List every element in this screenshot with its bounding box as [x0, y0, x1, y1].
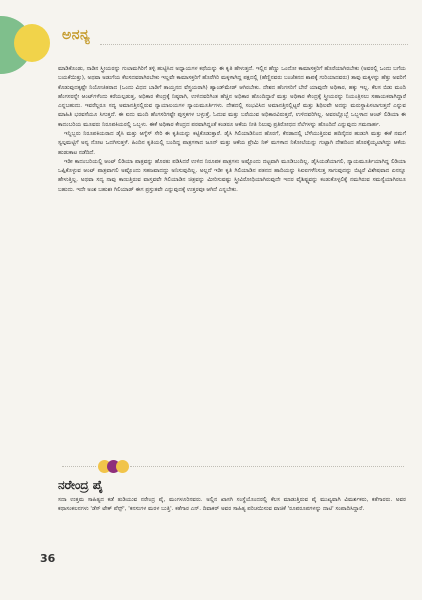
magazine-header-title: ಅನನ್ಯ — [62, 27, 91, 43]
decorative-yellow-circle — [14, 24, 50, 62]
article-paragraph: ಮಾಡಿಕೊಂಡು, ನಾಡಿನ ಸ್ತ್ರೀಯರನ್ನು ಗುಲಾಮಗಿರಿಗೆ ತಳ್ಳಿ ಹುಟ್ಟಿಸಿದ ಅಧ್ಯಾಯಗಳ ಕಥೆಯನ್ನು ಈ ಕೃತಿ ಹೇಳುತ್ತದೆ. ಇಲ್ಲಿನ ಹೆಣ್ಣು ಒಂದೋ ಕಾಮಾಸಕ್ತರಿಗೆ ಹೊರೆಯಾಗಿರಬೇಕು (ಅವರಲ್ಲಿ ಒಂದು ಬಗೆಯ ಬಯಕೆಯಿತ್ತು), ಅಥವಾ ಅಡುಗೆಯ ಕೆಲಸದವರಾಗಿರಬೇಕು ಇಲ್ಲವೇ ಕಾಮಾಸಕ್ತರಿಗೆ ಹೊರೆಗಿರಿ ಮಕ್ಕಳಾಗಿದ್ದ ಪಕ್ಷದಲ್ಲಿ (ಹೆಣ್ಣಿನವರು ಬಂಜೆತನದ ಶಾಪಕ್ಕೆ ಗುರಿಯಾದವರು) ತಾವು ಮಕ್ಕಳನ್ನು ಹೆತ್ತು ಅವರಿಗೆ ಕೊಡುವುದಕ್ಕಷ್ಟೇ ನಿಯೋಜಿತರಾದ (ಒಂದು ವಿಧದ ಬಾಡಿಗೆ ತಾಯ್ತನದ ವೆಸ್ತ್ರಯರಾಗಿ) ಹ್ಯಾಂಡ್‌ಮೇಡ್ ಆಗಿರಬೇಕು. ದೇಶದ ಹೆಂಗಸರಿಗೆ ಬೇರೆ ಯಾವುದೇ ಅಧಿಕಾರ, ಹಕ್ಕು ಇಲ್ಲ. ಕೆಲಸ ಬಿಡು ಮಂದಿ ಹೆಂಗಸರನ್ನೇ ಆಂಟ್‌ಗಳೆಂದು ಕರೆಯಲ್ಪಡುತ್ತ, ಅಧಿಕಾರ ಕೇಂದ್ರಕ್ಕೆ ನಿಷ್ಠರಾಗಿ, ಉಳಿದವರಿಗಿಂತ ಹೆಚ್ಚಿನ ಅಧಿಕಾರ ಹೊಂದಿದ್ದಾರೆ ಮತ್ತು ಅಧಿಕಾರ ಕೇಂದ್ರಕ್ಕೆ ಸ್ತ್ರೀಯರನ್ನು ನಿಯಂತ್ರಿಸಲು ಸಹಾಯಕರಾಗಿದ್ದಾರೆ ಎನ್ನಬಹುದು. ಇವರೆಲ್ಲರೂ ಸದ್ಯ ಅಮಾನತ್ತಿನಲ್ಲಿರುವ ನ್ಯಾಯಾಲಯಗಳ ನ್ಯಾಯಮೂರ್ತಿಗಳು. ದೇಶದಲ್ಲಿ ಸಂಭವಿಸಿದ ಅಮಾನತ್ತಿನಲ್ಲಿಟ್ಟರೆ ಮತ್ತು ಶಿಥಿಲವೇ ಅದನ್ನು ಮರುಸ್ಥಾಪಿಸಲಾಗುತ್ತದೆ ಎನ್ನುವ ಮಾಹಿತಿ ಭರವಸೆಯೂ ಸಿಗುತ್ತದೆ. ಈ ಐದು ಮಂದಿ ಹೆಂಗಸರಿಗಷ್ಟೇ ಪುಸ್ತಕಗಳ ಬಳ್ಳುತ್ತೆ, ಓದುವ ಮತ್ತು ಬರೆಯುವ ಅಧಿಕಾರವಿರುತ್ತದೆ, ಉಳಿದವರಿಗಿಲ್ಲ. ಅವರಲ್ಲೊಬ್ಬೆ ಒಬ್ಬಳಾದ ಆಂಟ್ ಲಿಡಿಯಾ ಈ ಕಾದಂಬರಿಯ ಮೂವರು ನಿರೂಪಕಿಯರಲ್ಲಿ ಒಬ್ಬಳು. ಈಕೆ ಅಧಿಕಾರ ಕೇಂದ್ರದ ಪರವಾಗಿದ್ದಂತೆ ಕಂಡರೂ ಆಕೆಯ ನೀತಿ ನಿಲುವು ಪ್ರತಿರೋಧದ ನೆಲೆಗಳನ್ನು ಹೊಂದಿದೆ ಎನ್ನುವುದು ಗಮನಾರ್ಹ. — [58, 66, 406, 128]
header-dotted-divider — [100, 44, 408, 45]
page-number: 36 — [40, 552, 56, 565]
author-bio: ಸದಾ ಉತ್ತಮ ಸಾಹಿತ್ಯದ ಕಡೆ ತುಡಿಯುವ ನರೇಂದ್ರ ಪೈ, ಮಂಗಳೂರಿನವರು. ಅಲ್ಲಿನ ಖಾಸಗಿ ಸಂಸ್ಥೆಯೊಂದರಲ್ಲಿ ಕೆಲಸ ಮಾಡುತ್ತಿರುವ ಪೈ ಮುಖ್ಯವಾಗಿ ವಿಮರ್ಶಕರು, ಕತೆಗಾರರು. ಅವರ ಕಥಾಸಂಕಲನಗಳು 'ಡೆಸ್ ಟೇಕ್ ಪೆನ್ಸ್', 'ಕನಸುಗಳ ಮರಳ ಬುತ್ತಿ'. ಕತೆಗಾರ ಎನ್. ದಿವಾಕರ್ ಅವರ ಸಾಹಿತ್ಯ ಪರಿಚಯಿಸುವ ವಾಚಿಕೆ 'ರೂಪರೂಪಗಳನ್ನು ದಾಟಿ' ಸಂಪಾದಿಸಿದ್ದಾರೆ. — [58, 497, 406, 513]
article-paragraph: ಇಡೀ ಕಾದಂಬರಿಯಲ್ಲಿ ಆಂಟ್ ಲಿಡಿಯಾ ಪಾತ್ರವನ್ನು ಹೊರತು ಪಡಿಸಿದರೆ ಉಳಿದ ನಿರೂಪಕ ಪಾತ್ರಗಳು ಅಷ್ಟೊಂದು ದಟ್ಟವಾಗಿ ಮೂಡಿಬಂದಿಲ್ಲ. ಡೈಸಿಯಡೆಯಾಗಲಿ, ನ್ಯಾಯಮೂರ್ತಿಯಾಗಿದ್ದ ಲಿಡಿಯಾ ಒಪ್ಪಿಕೊಳ್ಳುವ ಆಂಟ್ ಪಾತ್ರವಾಗಲಿ ಅಷ್ಟೊಂದು ಸಹಜವಾದದ್ದು ಅನಿಸುವುದಿಲ್ಲ. ಅಲ್ಲದೆ ಇಡೀ ಕೃತಿ ಗಿಲಿಯಾಡಿನ ಪತನದ ಹಾದಿಯನ್ನು ಸಿಐಐಗಳೆನಿಸುತ್ತ ಸಾಗುವುದನ್ನು ಬಿಟ್ಟರೆ ವಿಶೇಷವಾದ ಏನನ್ನೂ ಹೇಳುತ್ತಿಲ್ಲ. ಅಥವಾ ಸದ್ಯ ನಾವು ಕಾಣುತ್ತಿರುವ ವಾಸ್ತವವೇ ಗಿಲಿಯಾಡಿನ ಚಿತ್ರವನ್ನು ಮೀರಿಸುವಷ್ಟು ಸ್ತ್ರೀವಿರೋಧಿಯಾಗಿರುವುದೇ ಇದರ ವೈಶಿಷ್ಟ್ಯವನ್ನು ಕಂಡುಕೊಳ್ಳಲಿಕ್ಕೆ ನಮಗಿರುವ ಸಮಸ್ಯೆಯಾಗಿರಲೂ ಬಹುದು. ಇದೇ ಅಂಶ ಬಹುಶಃ ಗಿಲಿಯಾಡ್ ಈಗ ಪ್ರಸ್ತುತವೇ ಎನ್ನುವುದಕ್ಕೆ ಉತ್ತರವೂ ಆಗಿದೆ ಎನ್ನಬೇಕು. — [58, 158, 406, 193]
section-divider-right — [130, 466, 404, 467]
author-name: ನರೇಂದ್ರ ಪೈ — [58, 478, 103, 492]
article-paragraph: ಇನ್ನಿಬ್ಬರು ನಿರೂಪಕಿಯರಾದ ಡೈಸಿ ಮತ್ತು ಆಗ್ನೆಸ್ ಸೇರಿ ಈ ಕೃತಿಯನ್ನು ಕಟ್ಟಿಕೊಡುತ್ತಾರೆ. ಡೈಸಿ ಗಿಲಿಯಾಡಿನಿಂದ ಹೊರಗೆ, ಕೆನಡಾದಲ್ಲಿ ಬೆಳೆಯುತ್ತಿರುವ ಹದಿನೈದರ ಹುಡುಗಿ ಮತ್ತು ಈಕೆ ನಮಗೆ ಸ್ವಲ್ಪಮಟ್ಟಿಗೆ ಅನ್ಯ ನೋಟ ಒದಗಿಸುತ್ತಳೆ. ಹಿಂದಿನ ಕೃತಿಯಲ್ಲಿ ಬಂದಿದ್ದ ಪಾತ್ರಗಳಾದ ಜೂನ್ ಮತ್ತು ಆಕೆಯ ಪ್ರೇಮಿ ನಿಕ್ ಮಗಳಾದ ನಿಕೋಲೆಯನ್ನು ಗುಟ್ಟಾಗಿ ದೇಶದಿಂದ ಹೊರಕ್ಕೆಯ್ಯಲಾಗಿದ್ದು ಆಕೆಯ ಹುಡುಕಾಟ ನಡೆದಿದೆ. — [58, 130, 406, 156]
decorative-dot-yellow — [116, 460, 129, 473]
section-divider-left — [62, 466, 96, 467]
article-body — [58, 65, 406, 195]
